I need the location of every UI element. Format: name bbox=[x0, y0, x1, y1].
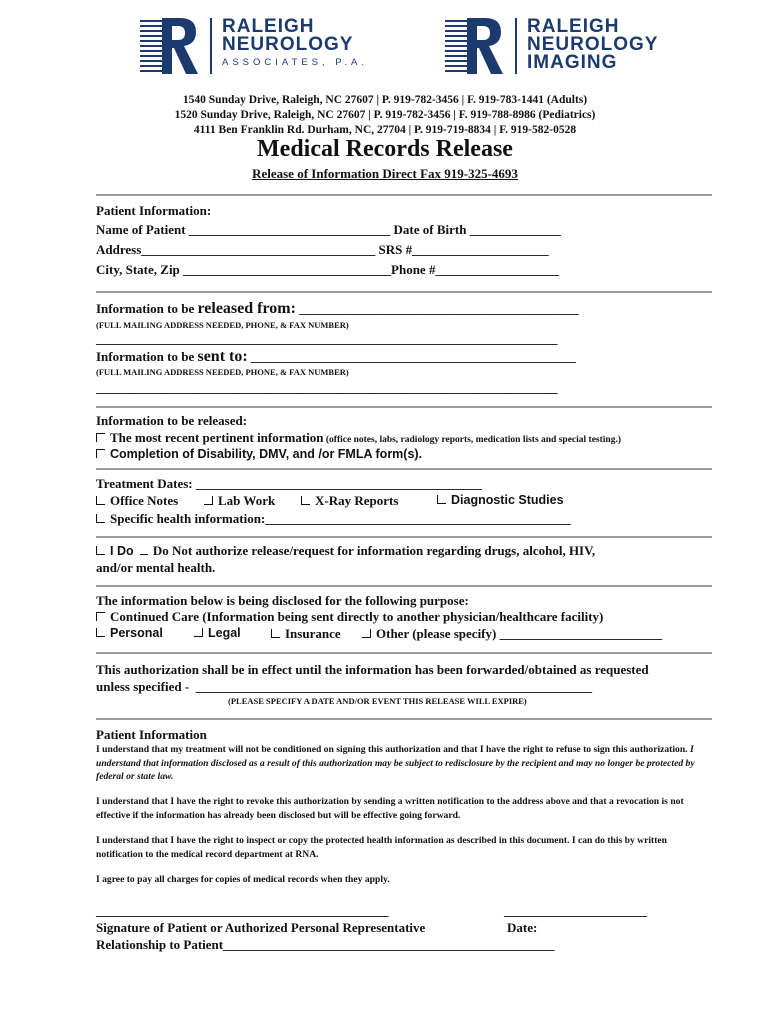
logo-text bbox=[527, 18, 658, 72]
checkbox-icon[interactable] bbox=[96, 496, 105, 505]
ra-monogram-icon bbox=[140, 18, 200, 76]
other-option[interactable] bbox=[362, 626, 662, 642]
i-do-label: I Do bbox=[110, 544, 134, 558]
consent-paragraph-1 bbox=[96, 743, 714, 784]
section-divider bbox=[96, 291, 712, 293]
expiration-field[interactable]: unless specified - _____________________________________________________________ bbox=[96, 679, 593, 694]
most-recent-info-note: (office notes, labs, radiology reports, medication lists and special testing.) bbox=[323, 435, 621, 445]
header-logos bbox=[0, 18, 770, 78]
checkbox-icon[interactable] bbox=[96, 612, 105, 621]
released-from-note: (FULL MAILING ADDRESS NEEDED, PHONE, & FAX NUMBER) bbox=[96, 320, 349, 330]
checkbox-icon[interactable] bbox=[194, 628, 203, 637]
authorize-option[interactable] bbox=[96, 543, 595, 559]
checkbox-icon[interactable] bbox=[96, 628, 105, 637]
personal-option[interactable] bbox=[96, 626, 163, 640]
consent-paragraph-3: I understand that I have the right to inspect or copy the protected health information as described in this document. I can do this by written notification to the medical record department at RNA. bbox=[96, 835, 668, 860]
consent-p1-text: I understand that my treatment will not be conditioned on signing this authorization and that I have the right to refuse to sign this authorization. bbox=[96, 744, 690, 755]
checkbox-icon[interactable] bbox=[140, 546, 148, 555]
logo-line1: RALEIGH bbox=[222, 16, 315, 37]
address-block bbox=[0, 93, 770, 138]
sent-to-label: sent to: bbox=[197, 348, 248, 365]
continued-care-label: Continued Care (Information being sent directly to another physician/healthcare facility) bbox=[110, 609, 604, 624]
logo-line2: NEUROLOGY bbox=[222, 34, 354, 55]
logo-line3: ASSOCIATES, P.A. bbox=[222, 57, 369, 68]
relationship-field[interactable]: Relationship to Patient___________________________________________________ bbox=[96, 937, 555, 952]
consent-paragraph-4: I agree to pay all charges for copies of medical records when they apply. bbox=[96, 874, 390, 885]
purpose-heading: The information below is being disclosed for the following purpose: bbox=[96, 593, 469, 608]
logo-line2: NEUROLOGY bbox=[527, 34, 659, 55]
section-divider bbox=[96, 468, 712, 470]
disability-forms-label: Completion of Disability, DMV, and /or FMLA form(s). bbox=[110, 447, 423, 461]
checkbox-icon[interactable] bbox=[271, 629, 280, 638]
consent-paragraph-2: I understand that I have the right to revoke this authorization by sending a written notification to the address above and that a revocation is not effective if the information has already been disclosed but will be effective going forward. bbox=[96, 796, 684, 821]
section-divider bbox=[96, 718, 712, 720]
checkbox-icon[interactable] bbox=[204, 496, 213, 505]
address-pediatrics: 1520 Sunday Drive, Raleigh, NC 27607 | P. 919-782-3456 | F. 919-788-8986 (Pediatrics) bbox=[174, 109, 596, 121]
logo-line1: RALEIGH bbox=[527, 16, 620, 37]
insurance-label: Insurance bbox=[285, 626, 341, 641]
personal-label: Personal bbox=[110, 626, 163, 640]
date-label: Date: bbox=[507, 920, 538, 935]
patient-info-heading: Patient Information: bbox=[96, 203, 212, 218]
checkbox-icon[interactable] bbox=[96, 433, 105, 442]
other-label: Other (please specify) _________________________ bbox=[376, 626, 663, 641]
released-from-label: released from: bbox=[197, 300, 296, 317]
sent-to-blank-line[interactable]: _______________________________________________________________________ bbox=[96, 380, 558, 395]
checkbox-icon[interactable] bbox=[362, 629, 371, 638]
logo-line3: IMAGING bbox=[527, 52, 618, 73]
checkbox-icon[interactable] bbox=[96, 546, 105, 555]
sent-to-prefix: Information to be bbox=[96, 349, 198, 364]
logo-divider bbox=[515, 18, 517, 74]
office-notes-label: Office Notes bbox=[110, 493, 179, 508]
insurance-option[interactable] bbox=[271, 626, 341, 642]
section-divider bbox=[96, 536, 712, 538]
checkbox-icon[interactable] bbox=[96, 514, 105, 523]
treatment-dates-field[interactable]: Treatment Dates: ____________________________________________ bbox=[96, 476, 482, 491]
most-recent-info-label: The most recent pertinent information bbox=[110, 430, 324, 445]
patient-name-dob-field[interactable]: Name of Patient _______________________________ Date of Birth ______________ bbox=[96, 222, 561, 237]
released-from-field[interactable] bbox=[96, 300, 579, 318]
authorize-line2: and/or mental health. bbox=[96, 560, 216, 575]
page-subtitle: Release of Information Direct Fax 919-325-4693 bbox=[252, 166, 518, 181]
lab-work-label: Lab Work bbox=[218, 493, 276, 508]
raleigh-neurology-imaging-logo bbox=[445, 18, 658, 78]
sent-to-note: (FULL MAILING ADDRESS NEEDED, PHONE, & FAX NUMBER) bbox=[96, 367, 349, 377]
specific-health-info-field[interactable] bbox=[96, 511, 571, 527]
page-title: Medical Records Release bbox=[257, 136, 513, 162]
sent-to-field[interactable] bbox=[96, 348, 576, 366]
xray-label: X-Ray Reports bbox=[315, 493, 399, 508]
legal-label: Legal bbox=[208, 626, 241, 640]
specific-health-info-label: Specific health information:_______________________________________________ bbox=[110, 511, 571, 526]
checkbox-icon[interactable] bbox=[301, 496, 310, 505]
expiration-note: (PLEASE SPECIFY A DATE AND/OR EVENT THIS RELEASE WILL EXPIRE) bbox=[228, 696, 527, 706]
released-from-line: ___________________________________________ bbox=[295, 301, 579, 316]
address-durham: 4111 Ben Franklin Rd. Durham, NC, 27704 | P. 919-719-8834 | F. 919-582-0528 bbox=[193, 124, 577, 136]
signature-line[interactable]: _____________________________________________ bbox=[96, 903, 389, 918]
released-from-prefix: Information to be bbox=[96, 301, 198, 316]
xray-option[interactable] bbox=[301, 493, 398, 509]
logo-text bbox=[222, 18, 368, 68]
patient-info2-heading: Patient Information bbox=[96, 727, 207, 742]
lab-work-option[interactable] bbox=[204, 493, 275, 509]
info-released-heading: Information to be released: bbox=[96, 413, 248, 428]
section-divider bbox=[96, 585, 712, 587]
section-divider bbox=[96, 406, 712, 408]
diagnostic-studies-option[interactable] bbox=[437, 493, 564, 507]
legal-option[interactable] bbox=[194, 626, 241, 640]
ri-monogram-icon bbox=[445, 18, 505, 76]
raleigh-neurology-associates-logo bbox=[140, 18, 368, 78]
patient-city-phone-field[interactable]: City, State, Zip ________________________________Phone #___________________ bbox=[96, 262, 559, 277]
sent-to-line: __________________________________________________ bbox=[247, 349, 576, 364]
disability-forms-option[interactable] bbox=[96, 447, 422, 461]
date-line[interactable]: ______________________ bbox=[504, 903, 647, 918]
patient-address-srs-field[interactable]: Address____________________________________ SRS #_____________________ bbox=[96, 242, 549, 257]
diagnostic-studies-label: Diagnostic Studies bbox=[451, 493, 564, 507]
effect-line1: This authorization shall be in effect until the information has been forwarded/obtained as requested bbox=[96, 662, 649, 677]
released-from-blank-line[interactable]: _______________________________________________________________________ bbox=[96, 331, 558, 346]
consent-p1-italic: I understand that information disclosed as a result of this authorization may be subject to redisclosure by the recipient and may no longer be protected by federal or state law. bbox=[96, 744, 695, 782]
treatment-options-row bbox=[96, 493, 178, 509]
logo-divider bbox=[210, 18, 212, 74]
signature-label: Signature of Patient or Authorized Personal Representative bbox=[96, 920, 426, 935]
address-adults: 1540 Sunday Drive, Raleigh, NC 27607 | P. 919-782-3456 | F. 919-783-1441 (Adults) bbox=[182, 94, 588, 106]
section-divider bbox=[96, 194, 712, 196]
do-not-authorize-label: Do Not authorize release/request for information regarding drugs, alcohol, HIV, bbox=[152, 543, 596, 558]
checkbox-icon[interactable] bbox=[437, 495, 446, 504]
most-recent-info-option[interactable] bbox=[96, 430, 621, 446]
checkbox-icon[interactable] bbox=[96, 449, 105, 458]
continued-care-option[interactable] bbox=[96, 609, 603, 625]
section-divider bbox=[96, 652, 712, 654]
